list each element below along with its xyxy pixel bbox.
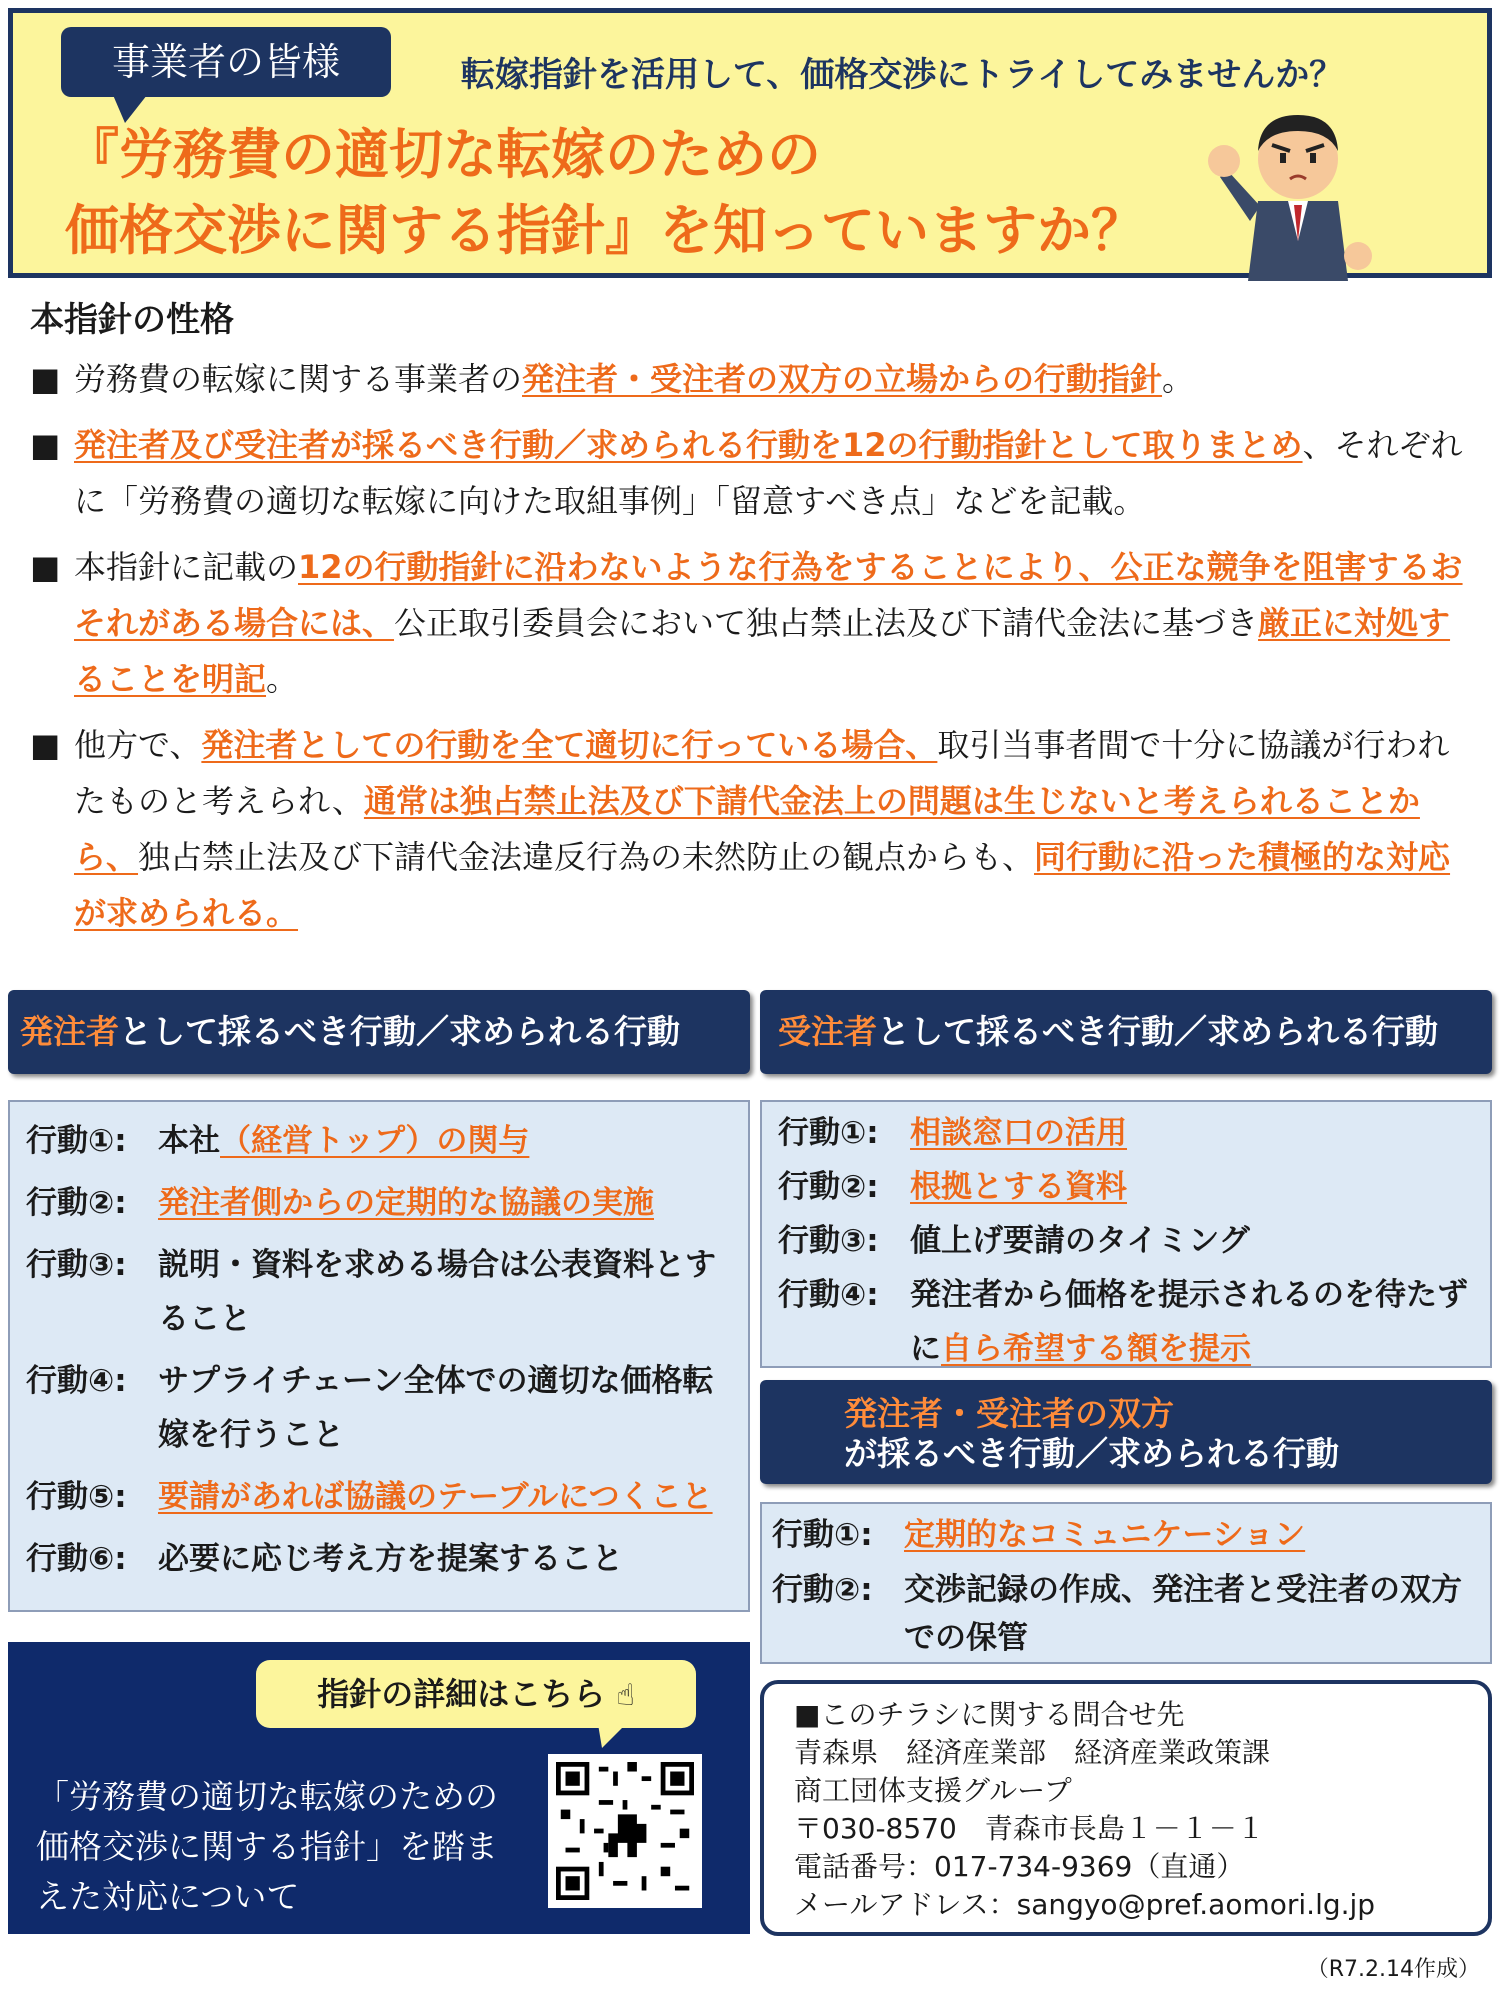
bullet-mark: ■	[30, 726, 61, 764]
header-banner	[8, 8, 1492, 278]
contact-address: 〒030-8570 青森市長島１－１－１	[794, 1812, 1265, 1845]
bullet-highlight: 12の行動指針に沿わないような行為をすることにより、公正な競争を阻害するおそれがある場合には、	[74, 548, 1463, 642]
action-text: サプライチェーン全体での適切な価格転嫁を行うこと	[158, 1363, 714, 1453]
bullet-highlight: 発注者・受注者の双方の立場からの行動指針	[522, 360, 1163, 398]
action-text: 発注者から価格を提示されるのを待たずに	[910, 1277, 1468, 1367]
action-label: 行動②:	[26, 1185, 127, 1221]
action-label: 行動①:	[772, 1517, 873, 1553]
bullet-text: 。	[266, 660, 299, 698]
orderer-action-3	[26, 1238, 734, 1346]
businessman-fist-icon	[1208, 81, 1388, 281]
orderer-actions-box	[8, 1100, 750, 1612]
audience-badge: 事業者の皆様	[61, 27, 391, 97]
contractor-actions-box	[760, 1100, 1492, 1368]
action-label: 行動③:	[26, 1247, 127, 1283]
contact-box	[760, 1680, 1492, 1936]
contact-heading: ■このチラシに関する問合せ先	[794, 1698, 1185, 1731]
bullet-text: 公正取引委員会において独占禁止法及び下請代金法に基づき	[394, 604, 1259, 642]
tagline: 転嫁指針を活用して、価格交渉にトライしてみませんか？	[461, 55, 1344, 95]
qr-code-icon	[556, 1762, 694, 1900]
bubble-tail	[598, 1724, 626, 1748]
action-text: 説明・資料を求める場合は公表資料とすること	[158, 1247, 716, 1337]
bullet-text: 。	[1162, 360, 1195, 398]
action-highlight: 根拠とする資料	[910, 1169, 1127, 1205]
main-title	[65, 117, 1145, 269]
both-actions-box	[760, 1502, 1492, 1664]
details-link-bubble[interactable]	[256, 1660, 696, 1728]
action-text: 本社	[158, 1123, 220, 1159]
contact-email[interactable]: メールアドレス：sangyo@pref.aomori.lg.jp	[794, 1888, 1376, 1921]
bullet-text: 労務費の転嫁に関する事業者の	[74, 360, 523, 398]
action-label: 行動②:	[778, 1169, 879, 1205]
contractor-role: 受注者	[778, 1012, 877, 1051]
details-link-label: 指針の詳細はこちら	[317, 1675, 606, 1713]
both-box-header	[760, 1380, 1492, 1484]
bullet-4	[30, 717, 1475, 941]
action-label: 行動①:	[778, 1115, 879, 1151]
bullet-text: 本指針に記載の	[74, 548, 299, 586]
guideline-details-panel	[8, 1642, 750, 1934]
contact-department: 青森県 経済産業部 経済産業政策課	[794, 1736, 1271, 1769]
guideline-nature-section	[30, 292, 1475, 951]
bullet-text: 他方で、	[74, 726, 202, 764]
bullet-highlight: 発注者としての行動を全て適切に行っている場合、	[201, 726, 938, 764]
main-title-line1: 『労務費の適切な転嫁のための	[65, 123, 821, 186]
action-highlight: 自ら希望する額を提示	[941, 1331, 1251, 1367]
bullet-text: 、それぞれに「労務費の適切な転嫁に向けた取組事例」「留意すべき点」などを記載。	[74, 426, 1463, 520]
action-label: 行動⑥:	[26, 1541, 127, 1577]
bullet-mark: ■	[30, 426, 61, 464]
action-highlight: 定期的なコミュニケーション	[904, 1517, 1306, 1553]
orderer-action-2	[26, 1176, 734, 1230]
orderer-action-4	[26, 1354, 734, 1462]
action-text: 値上げ要請のタイミング	[910, 1223, 1250, 1259]
contractor-head-rest: として採るべき行動／求められる行動	[877, 1012, 1438, 1051]
action-label: 行動⑤:	[26, 1479, 127, 1515]
bullet-highlight: 同行動に沿った積極的な対応が求められる。	[74, 838, 1451, 932]
contractor-action-3	[778, 1214, 1480, 1268]
action-highlight: 発注者側からの定期的な協議の実施	[158, 1185, 654, 1221]
action-text: 交渉記録の作成、発注者と受注者の双方での保管	[904, 1572, 1462, 1656]
both-action-1	[772, 1508, 1480, 1562]
contractor-action-1	[778, 1106, 1480, 1160]
qr-caption: 「労務費の適切な転嫁のための価格交渉に関する指針」を踏まえた対応について	[36, 1777, 498, 1916]
orderer-action-5	[26, 1470, 734, 1524]
section-heading: 本指針の性格	[30, 300, 234, 340]
qr-code[interactable]	[548, 1754, 702, 1908]
contractor-action-2	[778, 1160, 1480, 1214]
action-text: 必要に応じ考え方を提案すること	[158, 1541, 623, 1577]
bullet-1	[30, 351, 1475, 407]
action-label: 行動④:	[778, 1277, 879, 1313]
both-head-line2: が採るべき行動／求められる行動	[844, 1434, 1339, 1473]
action-label: 行動③:	[778, 1223, 879, 1259]
bullet-mark: ■	[30, 548, 61, 586]
action-label: 行動②:	[772, 1572, 873, 1608]
action-label: 行動①:	[26, 1123, 127, 1159]
bullet-highlight: 発注者及び受注者が採るべき行動／求められる行動を12の行動指針として取りまとめ	[74, 426, 1303, 464]
bullet-mark: ■	[30, 360, 61, 398]
orderer-action-6	[26, 1532, 734, 1586]
bullet-text: 取引当事者間で十分に協議が行われたものと考えられ、	[74, 726, 1450, 820]
bullet-3	[30, 539, 1475, 707]
bullet-text: 独占禁止法及び下請代金法違反行為の未然防止の観点からも、	[138, 838, 1035, 876]
main-title-line2: 価格交渉に関する指針』を知っていますか？	[65, 199, 1145, 262]
contractor-box-header	[760, 990, 1492, 1074]
contact-phone[interactable]: 電話番号：017-734-9369（直通）	[794, 1850, 1245, 1883]
both-action-2	[772, 1566, 1480, 1662]
orderer-head-rest: として採るべき行動／求められる行動	[119, 1012, 680, 1051]
action-highlight: （経営トップ）の関与	[220, 1123, 530, 1159]
bullet-highlight: 厳正に対処することを明記	[74, 604, 1451, 698]
pointing-hand-icon: ☝	[616, 1678, 635, 1713]
bullet-highlight: 通常は独占禁止法及び下請代金法上の問題は生じないと考えられることから、	[74, 782, 1420, 876]
contractor-action-4	[778, 1268, 1480, 1376]
action-highlight: 相談窓口の活用	[910, 1115, 1127, 1151]
orderer-action-1	[26, 1114, 734, 1168]
contact-group: 商工団体支援グループ	[794, 1774, 1072, 1807]
action-label: 行動④:	[26, 1363, 127, 1399]
created-date: （R7.2.14作成）	[1306, 1957, 1480, 1982]
orderer-box-header	[8, 990, 750, 1074]
bullet-2	[30, 417, 1475, 529]
action-highlight: 要請があれば協議のテーブルにつくこと	[158, 1479, 713, 1515]
orderer-role: 発注者	[20, 1012, 119, 1051]
both-head-line1: 発注者・受注者の双方	[844, 1394, 1174, 1433]
